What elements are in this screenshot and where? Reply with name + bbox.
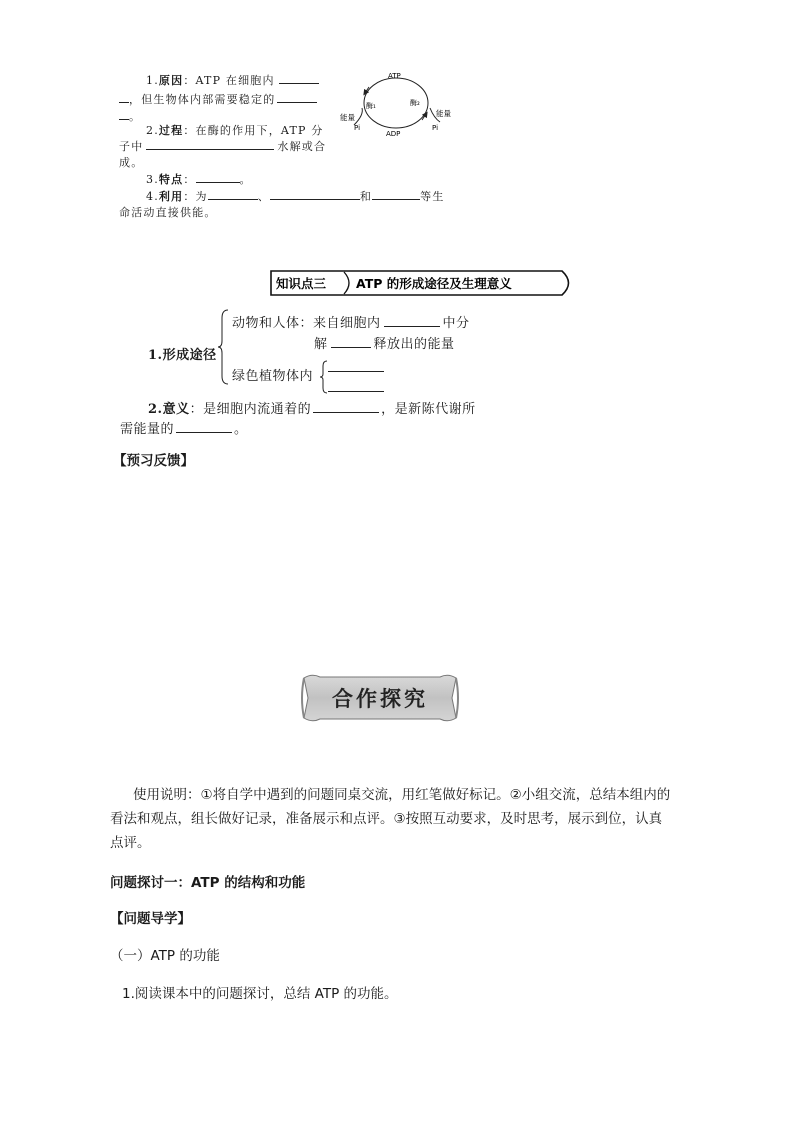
item3-line bbox=[146, 171, 252, 187]
animal-text-a: 动物和人体：来自细胞内 bbox=[232, 316, 381, 331]
blank[interactable] bbox=[208, 188, 258, 200]
animal-text-c: 解 bbox=[314, 337, 328, 352]
item2-line2 bbox=[119, 138, 326, 154]
atp-label: ATP bbox=[388, 72, 401, 80]
meaning-line2 bbox=[120, 418, 248, 437]
scroll-title: 合作探究 bbox=[332, 687, 428, 711]
atp-cycle-diagram bbox=[336, 70, 466, 140]
blank[interactable] bbox=[119, 91, 129, 103]
item1-number: 1. bbox=[146, 74, 159, 87]
item4-label: 利用 bbox=[158, 190, 184, 203]
preview-feedback-heading: 【预习反馈】 bbox=[113, 453, 194, 469]
item1-text-a: ：ATP 在细胞内 bbox=[183, 74, 275, 87]
item4-number: 4. bbox=[146, 190, 159, 203]
banner-title: ATP 的形成途径及生理意义 bbox=[356, 276, 512, 291]
meaning-text-a: ：是细胞内流通着的 bbox=[189, 402, 312, 417]
item1-line3 bbox=[119, 108, 141, 124]
topic1-heading: 问题探讨一：ATP 的结构和功能 bbox=[110, 875, 306, 891]
item4-text-b: 等生 bbox=[420, 190, 445, 203]
blank[interactable] bbox=[328, 380, 384, 392]
plant-label: 绿色植物体内 bbox=[232, 369, 314, 384]
period: 。 bbox=[129, 110, 142, 123]
item4-separator: 、 bbox=[257, 190, 270, 203]
blank[interactable] bbox=[176, 421, 232, 433]
instructions-line2: 看法和观点，组长做好记录，准备展示和点评。③按照互动要求，及时思考，展示到位，认真 bbox=[110, 811, 663, 827]
blank[interactable] bbox=[279, 72, 319, 84]
meaning-label: 意义 bbox=[162, 402, 190, 417]
enzyme-right-label: 酶₂ bbox=[410, 99, 420, 107]
instructions-line1: 使用说明：①将自学中遇到的问题同桌交流，用红笔做好标记。②小组交流，总结本组内的 bbox=[133, 787, 671, 803]
blank[interactable] bbox=[277, 91, 317, 103]
item3-end: 。 bbox=[239, 173, 252, 186]
blank[interactable] bbox=[331, 336, 371, 348]
scroll-roll-right bbox=[456, 678, 458, 718]
item1-line1 bbox=[146, 72, 319, 88]
item3-number: 3. bbox=[146, 173, 159, 186]
pi-left-label: Pi bbox=[354, 124, 361, 132]
item1-text-b: ，但生物体内部需要稳定的 bbox=[129, 93, 276, 106]
meaning-text-c: 需能量的 bbox=[120, 422, 175, 437]
banner-label: 知识点三 bbox=[276, 276, 327, 291]
meaning-number: 2. bbox=[148, 402, 163, 417]
meaning-end: 。 bbox=[234, 422, 248, 437]
item1-line2 bbox=[119, 91, 317, 107]
item2-label: 过程 bbox=[158, 124, 184, 137]
animal-text-d: 释放出的能量 bbox=[373, 337, 455, 352]
item3-label: 特点 bbox=[158, 173, 184, 186]
animal-line1 bbox=[232, 312, 470, 331]
guide-heading: 【问题导学】 bbox=[110, 911, 191, 927]
item2-text-c: 水解或合 bbox=[277, 140, 327, 153]
item2-text-b: 子中 bbox=[119, 140, 144, 153]
energy-in-curve bbox=[354, 108, 362, 125]
scroll-banner bbox=[298, 672, 462, 724]
scroll-roll-left bbox=[302, 678, 304, 718]
item4-line2: 命活动直接供能。 bbox=[119, 206, 217, 219]
adp-label: ADP bbox=[386, 130, 401, 138]
brace-left bbox=[218, 308, 230, 386]
item1-label: 原因 bbox=[158, 74, 184, 87]
item4-text-a: ：为 bbox=[183, 190, 208, 203]
meaning-line1 bbox=[148, 398, 476, 417]
pi-right-label: Pi bbox=[432, 124, 439, 132]
sub1-heading: （一）ATP 的功能 bbox=[110, 948, 220, 964]
blank[interactable] bbox=[384, 315, 440, 327]
blank[interactable] bbox=[372, 188, 420, 200]
brace-plant bbox=[320, 360, 328, 394]
item2-number: 2. bbox=[146, 124, 159, 137]
blank[interactable] bbox=[146, 138, 274, 150]
animal-line2 bbox=[314, 333, 455, 352]
instructions-line3: 点评。 bbox=[110, 835, 151, 851]
blank[interactable] bbox=[196, 171, 240, 183]
blank[interactable] bbox=[328, 360, 384, 372]
animal-text-b: 中分 bbox=[442, 316, 470, 331]
item2-line1 bbox=[146, 122, 324, 138]
energy-right-label: 能量 bbox=[436, 109, 451, 118]
energy-left-label: 能量 bbox=[340, 113, 355, 122]
item2-text-a: ：在酶的作用下，ATP 分 bbox=[183, 124, 324, 137]
blank[interactable] bbox=[119, 108, 129, 120]
item2-line3: 成。 bbox=[119, 156, 144, 169]
blank[interactable] bbox=[313, 401, 379, 413]
item-formation-route: 1.形成途径 bbox=[148, 348, 217, 363]
item3-text-a: ： bbox=[183, 173, 196, 186]
knowledge-banner bbox=[270, 270, 576, 296]
item4-and: 和 bbox=[359, 190, 373, 203]
blank[interactable] bbox=[270, 188, 360, 200]
question-1: 1.阅读课本中的问题探讨，总结 ATP 的功能。 bbox=[122, 986, 398, 1002]
item4-line1 bbox=[146, 188, 445, 204]
meaning-text-b: ，是新陈代谢所 bbox=[381, 402, 476, 417]
enzyme-left-label: 酶₁ bbox=[366, 102, 376, 110]
